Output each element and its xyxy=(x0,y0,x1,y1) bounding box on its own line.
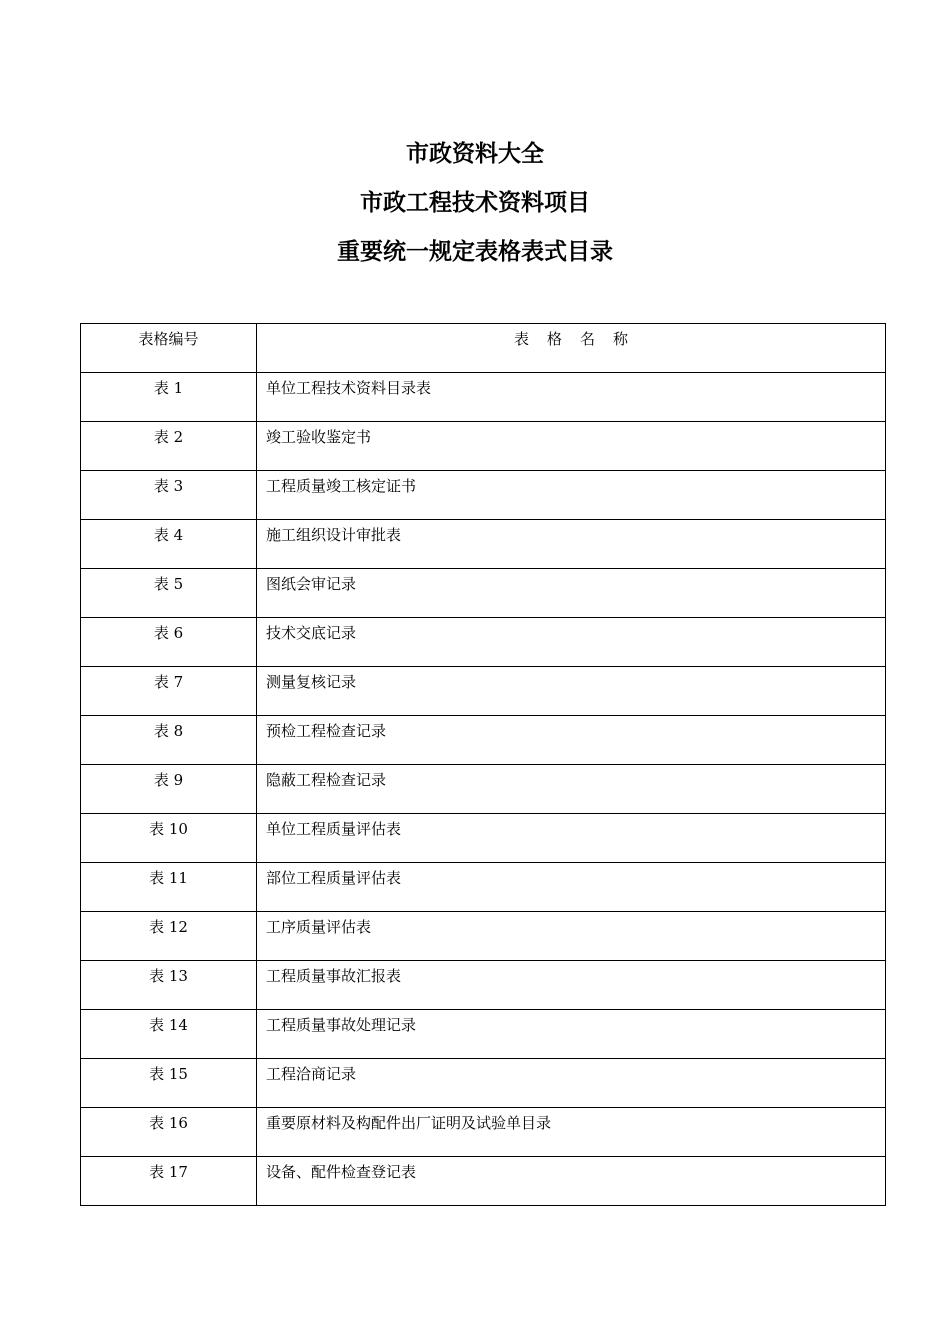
table-row xyxy=(81,1108,886,1157)
form-name-cell xyxy=(257,520,886,569)
form-number: 表 7 xyxy=(153,673,184,691)
form-number-cell xyxy=(81,1010,257,1059)
form-name-cell xyxy=(257,1059,886,1108)
form-number: 表 9 xyxy=(153,771,184,789)
form-name-cell xyxy=(257,716,886,765)
form-number-cell xyxy=(81,569,257,618)
form-number-cell xyxy=(81,961,257,1010)
form-name: 预检工程检查记录 xyxy=(266,722,387,740)
form-number-cell xyxy=(81,373,257,422)
form-number-cell xyxy=(81,814,257,863)
form-number: 表 13 xyxy=(149,967,188,985)
form-name-cell xyxy=(257,814,886,863)
table-row xyxy=(81,1010,886,1059)
form-name-cell xyxy=(257,765,886,814)
header-form-number-label: 表格编号 xyxy=(138,330,199,348)
table-row xyxy=(81,814,886,863)
form-name-cell xyxy=(257,1108,886,1157)
form-number: 表 6 xyxy=(153,624,184,642)
form-number-cell xyxy=(81,912,257,961)
form-name: 设备、配件检查登记表 xyxy=(266,1163,417,1181)
header-form-name-label: 表格名称 xyxy=(513,330,646,348)
form-number-cell xyxy=(81,863,257,912)
form-number: 表 3 xyxy=(153,477,184,495)
form-name-cell xyxy=(257,961,886,1010)
table-header-row xyxy=(81,324,886,373)
form-number: 表 14 xyxy=(149,1016,188,1034)
form-name-cell xyxy=(257,1157,886,1206)
form-catalog-table xyxy=(80,323,886,1206)
form-number: 表 10 xyxy=(149,820,188,838)
table-row xyxy=(81,569,886,618)
table-row xyxy=(81,618,886,667)
table-row xyxy=(81,1157,886,1206)
table-row xyxy=(81,765,886,814)
form-name: 工程质量事故汇报表 xyxy=(266,967,402,985)
form-name: 部位工程质量评估表 xyxy=(266,869,402,887)
form-number-cell xyxy=(81,1108,257,1157)
form-name: 工程洽商记录 xyxy=(266,1065,357,1083)
form-number: 表 17 xyxy=(149,1163,188,1181)
form-number: 表 11 xyxy=(149,869,188,887)
form-name: 工程质量竣工核定证书 xyxy=(266,477,417,495)
form-name: 施工组织设计审批表 xyxy=(266,526,402,544)
form-name-cell xyxy=(257,912,886,961)
document-subtitle: 市政工程技术资料项目 xyxy=(360,190,590,216)
form-name-cell xyxy=(257,863,886,912)
form-name: 重要原材料及构配件出厂证明及试验单目录 xyxy=(266,1114,552,1132)
form-name-cell xyxy=(257,471,886,520)
form-name: 工序质量评估表 xyxy=(266,918,372,936)
form-number-cell xyxy=(81,1157,257,1206)
form-name: 隐蔽工程检查记录 xyxy=(266,771,387,789)
form-name: 竣工验收鉴定书 xyxy=(266,428,372,446)
form-number-cell xyxy=(81,520,257,569)
form-number-cell xyxy=(81,422,257,471)
form-number: 表 12 xyxy=(149,918,188,936)
form-name: 图纸会审记录 xyxy=(266,575,357,593)
document-heading: 重要统一规定表格表式目录 xyxy=(337,239,613,265)
table-row xyxy=(81,716,886,765)
form-number: 表 15 xyxy=(149,1065,188,1083)
header-form-name xyxy=(257,324,886,373)
table-row xyxy=(81,373,886,422)
form-name-cell xyxy=(257,422,886,471)
form-name: 测量复核记录 xyxy=(266,673,357,691)
form-number-cell xyxy=(81,667,257,716)
form-number: 表 1 xyxy=(153,379,184,397)
table-row xyxy=(81,863,886,912)
header-form-number xyxy=(81,324,257,373)
form-number-cell xyxy=(81,765,257,814)
document-title: 市政资料大全 xyxy=(406,141,544,167)
table-row xyxy=(81,422,886,471)
form-name-cell xyxy=(257,373,886,422)
form-name-cell xyxy=(257,667,886,716)
table-row xyxy=(81,961,886,1010)
form-number: 表 16 xyxy=(149,1114,188,1132)
form-number-cell xyxy=(81,471,257,520)
form-name-cell xyxy=(257,618,886,667)
table-row xyxy=(81,1059,886,1108)
document-title-block xyxy=(0,130,950,277)
form-number: 表 8 xyxy=(153,722,184,740)
table-row xyxy=(81,667,886,716)
table-row xyxy=(81,912,886,961)
table-row xyxy=(81,520,886,569)
form-number: 表 4 xyxy=(153,526,184,544)
form-number: 表 5 xyxy=(153,575,184,593)
form-name: 技术交底记录 xyxy=(266,624,357,642)
form-name: 单位工程质量评估表 xyxy=(266,820,402,838)
form-name-cell xyxy=(257,569,886,618)
form-name: 工程质量事故处理记录 xyxy=(266,1016,417,1034)
form-name: 单位工程技术资料目录表 xyxy=(266,379,432,397)
form-number: 表 2 xyxy=(153,428,184,446)
form-name-cell xyxy=(257,1010,886,1059)
form-number-cell xyxy=(81,716,257,765)
form-number-cell xyxy=(81,618,257,667)
form-number-cell xyxy=(81,1059,257,1108)
table-row xyxy=(81,471,886,520)
